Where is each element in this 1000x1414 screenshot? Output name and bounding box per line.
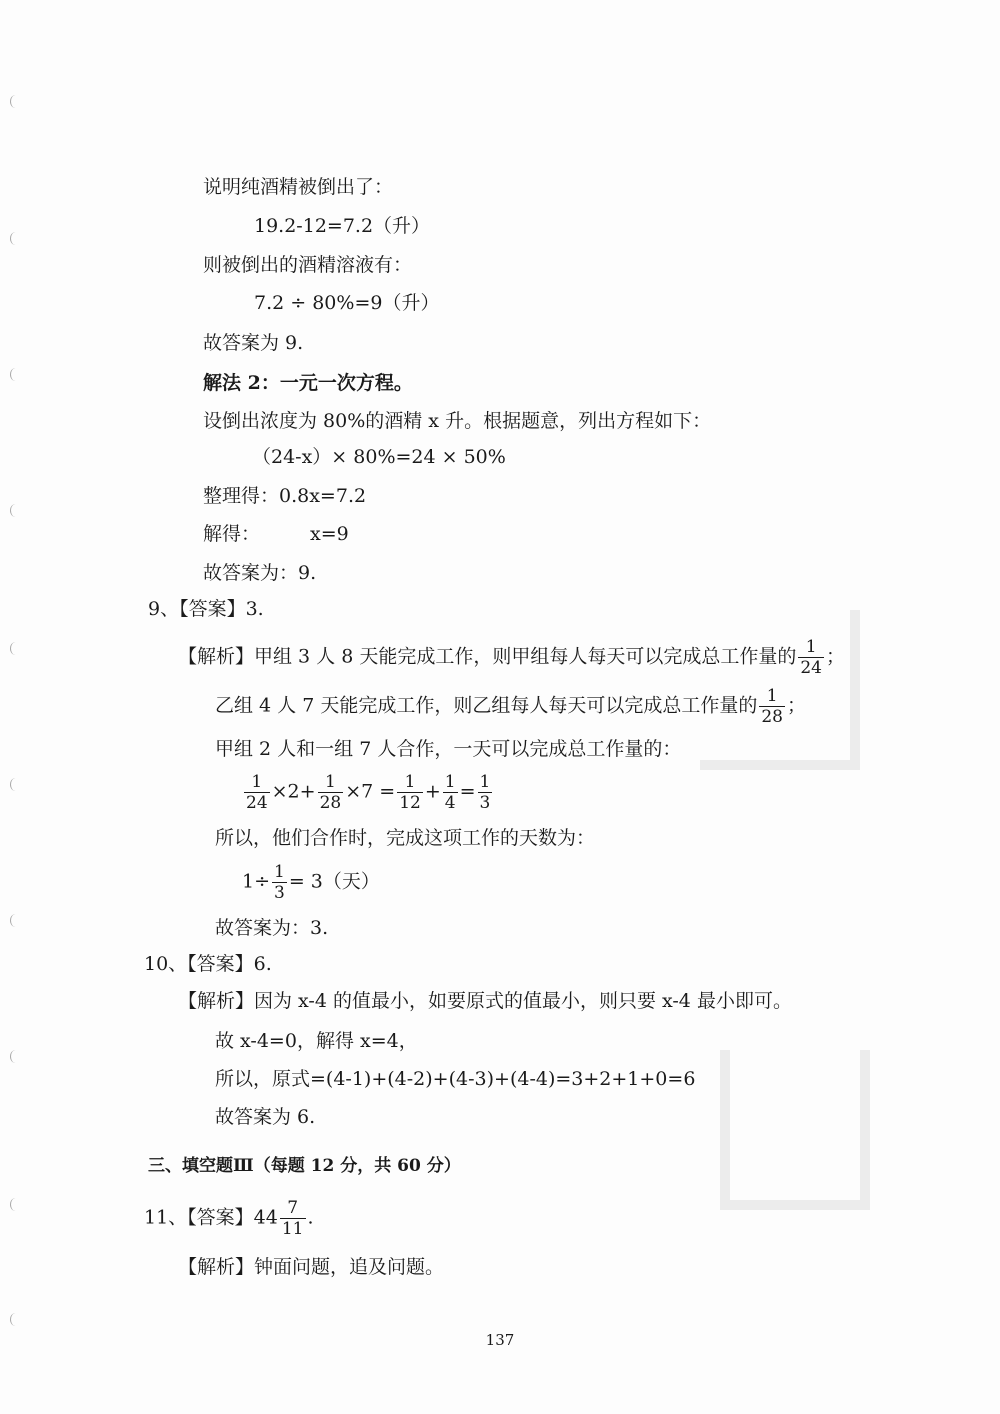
fraction-numerator: 1: [404, 772, 416, 792]
result-text: x=9: [310, 523, 349, 545]
equation-line: 19.2-12=7.2（升）: [254, 215, 431, 237]
text-line: 故答案为 6.: [215, 1106, 316, 1128]
page-number: 137: [485, 1331, 515, 1349]
analysis-line: 【解析】钟面问题，追及问题。: [178, 1256, 445, 1278]
analysis-line: [215, 686, 806, 727]
equation-line: （24-x）× 80%=24 × 50%: [252, 446, 506, 468]
fraction-numerator: 1: [444, 772, 456, 792]
fraction: [318, 772, 344, 813]
text-line: 甲组 2 人和一组 7 人合作，一天可以完成总工作量的：: [215, 738, 682, 760]
label-text: 解得：: [203, 523, 261, 545]
fraction: [759, 686, 785, 727]
operator-text: +: [424, 780, 441, 803]
binder-hole: [10, 778, 21, 791]
analysis-text: 乙组 4 人 7 天能完成工作，则乙组每人每天可以完成总工作量的: [215, 694, 758, 717]
watermark-shape: [720, 1050, 870, 1210]
text-line: 故答案为：3.: [215, 917, 329, 939]
text-line: 设倒出浓度为 80%的酒精 x 升。根据题意，列出方程如下：: [203, 410, 712, 432]
equation-line: 所以，原式=(4-1)+(4-2)+(4-3)+(4-4)=3+2+1+0=6: [215, 1068, 696, 1090]
binder-hole: [10, 914, 21, 927]
equation-line: 7.2 ÷ 80%=9（升）: [254, 292, 440, 314]
operator-text: ×7 =: [345, 780, 396, 803]
binder-hole: [10, 1198, 21, 1211]
fraction-denominator: 28: [761, 707, 783, 727]
equation-line: [242, 772, 494, 813]
fraction-denominator: 28: [319, 793, 342, 813]
fraction-denominator: 12: [399, 793, 421, 813]
analysis-line: 【解析】因为 x-4 的值最小，如要原式的值最小，则只要 x-4 最小即可。: [178, 990, 792, 1012]
text-line: 故答案为：9.: [203, 562, 317, 584]
punctuation: ；: [786, 694, 806, 717]
operator-text: 1÷: [242, 870, 271, 893]
binder-hole: [10, 1050, 21, 1063]
fraction-denominator: 4: [444, 793, 456, 813]
answer-heading: 10、【答案】6.: [144, 953, 272, 975]
fraction-numerator: 1: [479, 772, 491, 792]
fraction-numerator: 1: [805, 637, 817, 657]
fraction-numerator: 1: [766, 686, 778, 706]
analysis-line: [178, 637, 845, 678]
fraction: [280, 1198, 306, 1239]
equation-line: [242, 862, 380, 903]
fraction-denominator: 24: [246, 793, 268, 813]
answer-text: 11、【答案】44: [144, 1206, 278, 1229]
analysis-text: 【解析】甲组 3 人 8 天能完成工作，则甲组每人每天可以完成总工作量的: [178, 645, 797, 668]
fraction-denominator: 3: [274, 883, 285, 903]
binder-hole: [10, 368, 21, 381]
fraction: [244, 772, 270, 813]
text-line: 所以，他们合作时，完成这项工作的天数为：: [215, 827, 596, 849]
text-line: 说明纯酒精被倒出了：: [203, 176, 394, 198]
fraction: [443, 772, 458, 813]
fraction: [272, 862, 287, 903]
text-line: 故答案为 9.: [203, 332, 304, 354]
fraction-numerator: 7: [287, 1198, 299, 1218]
text-line: [203, 521, 349, 547]
fraction-denominator: 11: [281, 1219, 304, 1239]
method-heading: 解法 2：一元一次方程。: [203, 372, 413, 394]
binder-hole: [10, 504, 21, 517]
fraction: [397, 772, 423, 813]
operator-text: ×2+: [271, 780, 316, 803]
answer-heading: [144, 1198, 314, 1239]
punctuation: ；: [825, 645, 845, 668]
result-text: = 3（天）: [288, 870, 380, 893]
fraction-numerator: 1: [251, 772, 263, 792]
fraction-denominator: 24: [800, 658, 822, 678]
binder-hole: [10, 1313, 21, 1326]
binder-hole: [10, 95, 21, 108]
fraction: [798, 637, 824, 678]
fraction-numerator: 1: [274, 862, 285, 882]
fraction: [478, 772, 493, 813]
section-heading: 三、填空题Ⅲ（每题 12 分，共 60 分）: [148, 1156, 461, 1176]
text-line: 则被倒出的酒精溶液有：: [203, 254, 413, 276]
text-line: 故 x-4=0，解得 x=4，: [215, 1030, 418, 1052]
punctuation: .: [307, 1206, 314, 1229]
fraction-denominator: 3: [479, 793, 491, 813]
answer-heading: 9、【答案】3.: [148, 598, 264, 620]
text-line: 整理得：0.8x=7.2: [203, 485, 367, 507]
fraction-numerator: 1: [324, 772, 336, 792]
binder-hole: [10, 232, 21, 245]
operator-text: =: [459, 780, 476, 803]
binder-hole: [10, 642, 21, 655]
